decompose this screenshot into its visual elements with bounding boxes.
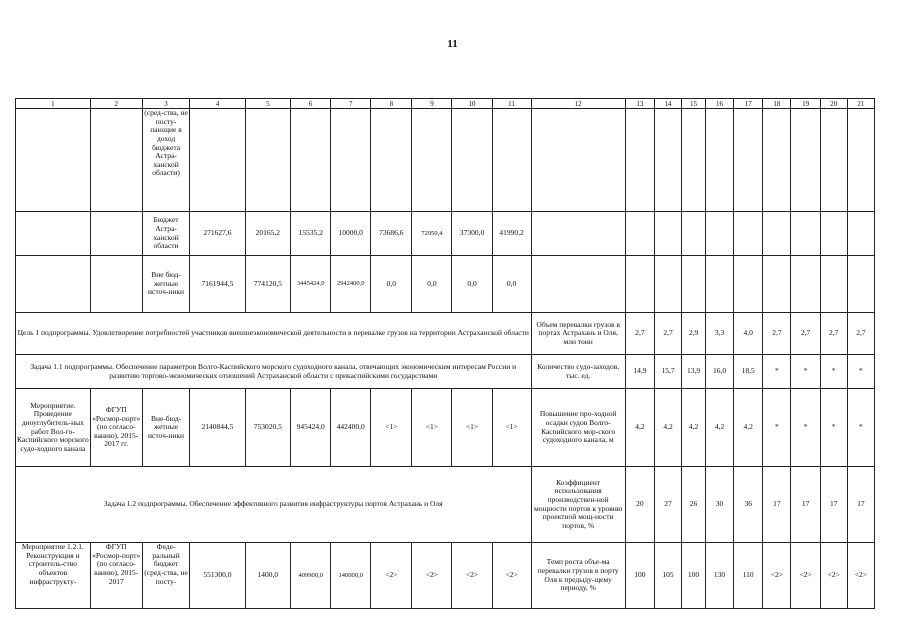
indicator-cell: Повышение про-ходной осадки судов Волго-Каспийского мор-ского судоходного канала, м bbox=[531, 389, 625, 467]
indicator-value: 2,9 bbox=[682, 313, 706, 355]
header-cell: 9 bbox=[412, 99, 452, 109]
indicator-value: 36 bbox=[734, 467, 763, 543]
value-cell: 945424,0 bbox=[291, 389, 331, 467]
value-cell: 2942400,0 bbox=[331, 256, 371, 313]
indicator-value: <2> bbox=[763, 543, 791, 609]
indicator-value: 110 bbox=[734, 543, 763, 609]
header-cell: 3 bbox=[142, 99, 190, 109]
header-cell: 11 bbox=[492, 99, 531, 109]
task-row bbox=[16, 467, 875, 543]
value-cell: 10000,0 bbox=[331, 212, 371, 256]
program-table bbox=[15, 98, 875, 609]
indicator-value: 2,7 bbox=[655, 313, 682, 355]
indicator-value: * bbox=[820, 355, 847, 389]
header-cell: 17 bbox=[734, 99, 763, 109]
header-cell: 20 bbox=[820, 99, 847, 109]
indicator-value: <2> bbox=[847, 543, 874, 609]
indicator-value: 17 bbox=[763, 467, 791, 543]
indicator-value: * bbox=[847, 355, 874, 389]
indicator-value: 13,9 bbox=[682, 355, 706, 389]
funding-source-cell: Феде-ральный бюджет (сред-ства, не посту- bbox=[142, 543, 190, 609]
value-cell: 140000,0 bbox=[331, 543, 371, 609]
value-cell: 41990,2 bbox=[492, 212, 531, 256]
indicator-value: 20 bbox=[625, 467, 654, 543]
indicator-value: 4,2 bbox=[682, 389, 706, 467]
indicator-value: 17 bbox=[820, 467, 847, 543]
measure-executor: ФГУП «Росмор-порт» (по согласо-ванию), 2015-2017 гг. bbox=[90, 389, 142, 467]
value-cell: 7161944,5 bbox=[190, 256, 245, 313]
funding-source-cell: Бюджет Астра-ханской области bbox=[142, 212, 190, 256]
indicator-value: 2,7 bbox=[791, 313, 820, 355]
measure-executor: ФГУП «Росмор-порт» (по согласо-ванию), 2015-2017 bbox=[90, 543, 142, 609]
value-cell: 271627,6 bbox=[190, 212, 245, 256]
indicator-value: 2,7 bbox=[763, 313, 791, 355]
indicator-value: 130 bbox=[705, 543, 733, 609]
page-number: 11 bbox=[447, 38, 458, 50]
value-cell: 753020,5 bbox=[245, 389, 290, 467]
indicator-value: 14,9 bbox=[625, 355, 654, 389]
indicator-value: 100 bbox=[625, 543, 654, 609]
funding-source-cell: (сред-ства, не посту-пающие в доход бюджета Астра-ханской области) bbox=[142, 109, 190, 212]
indicator-value: 100 bbox=[682, 543, 706, 609]
header-cell: 18 bbox=[763, 99, 791, 109]
value-cell: 72950,4 bbox=[412, 212, 452, 256]
indicator-value: * bbox=[763, 355, 791, 389]
indicator-value: 4,2 bbox=[625, 389, 654, 467]
funding-source-cell: Вне бюд-жетные источ-ники bbox=[142, 256, 190, 313]
header-cell: 6 bbox=[291, 99, 331, 109]
table-row bbox=[16, 212, 875, 256]
measure-name: Мероприятие 1.2.1. Реконструкция и строитель-ство объектов инфраструкту- bbox=[16, 543, 91, 609]
indicator-value: 17 bbox=[847, 467, 874, 543]
measure-row bbox=[16, 543, 875, 609]
measure-name: Мероприятие. Проведение дноуглубитель-ных работ Вол-го-Каспийского морского судо-ходного канала bbox=[16, 389, 91, 467]
value-cell: <1> bbox=[371, 389, 412, 467]
indicator-value: * bbox=[791, 389, 820, 467]
indicator-value: 4,2 bbox=[655, 389, 682, 467]
header-cell: 21 bbox=[847, 99, 874, 109]
value-cell: <1> bbox=[492, 389, 531, 467]
measure-row bbox=[16, 389, 875, 467]
value-cell: <1> bbox=[452, 389, 492, 467]
goal-row bbox=[16, 313, 875, 355]
indicator-value: 4,2 bbox=[734, 389, 763, 467]
header-cell: 8 bbox=[371, 99, 412, 109]
indicator-value: * bbox=[763, 389, 791, 467]
value-cell: <1> bbox=[412, 389, 452, 467]
header-cell: 10 bbox=[452, 99, 492, 109]
header-cell: 16 bbox=[705, 99, 733, 109]
table-row bbox=[16, 256, 875, 313]
value-cell: 73686,6 bbox=[371, 212, 412, 256]
indicator-value: 2,7 bbox=[820, 313, 847, 355]
header-cell: 4 bbox=[190, 99, 245, 109]
header-cell: 7 bbox=[331, 99, 371, 109]
indicator-value: 27 bbox=[655, 467, 682, 543]
indicator-cell: Коэффициент использования производствен-ной мощности портов к уровню проектной мощ-ности портов, % bbox=[531, 467, 625, 543]
task-text: Задача 1.1 подпрограммы. Обеспечение параметров Волго-Каспийского морского судоходного канала, отвечающих экономическим интересам России и развитию торгово-экономических отношений Астраханской области с прикаспийскими государствами bbox=[16, 355, 532, 389]
indicator-value: 2,7 bbox=[625, 313, 654, 355]
indicator-value: * bbox=[820, 389, 847, 467]
indicator-value: 4,0 bbox=[734, 313, 763, 355]
table-row bbox=[16, 109, 875, 212]
indicator-value: <2> bbox=[791, 543, 820, 609]
header-cell: 12 bbox=[531, 99, 625, 109]
value-cell: <2> bbox=[371, 543, 412, 609]
header-cell: 13 bbox=[625, 99, 654, 109]
value-cell: 0,0 bbox=[452, 256, 492, 313]
value-cell: 409900,0 bbox=[291, 543, 331, 609]
header-cell: 2 bbox=[90, 99, 142, 109]
indicator-cell: Темп роста объе-ма перевалки грузов в порту Оля к предыду-щему периоду, % bbox=[531, 543, 625, 609]
indicator-cell: Количество судо-заходов, тыс. ед. bbox=[531, 355, 625, 389]
value-cell: <2> bbox=[452, 543, 492, 609]
indicator-value: <2> bbox=[820, 543, 847, 609]
task-row bbox=[16, 355, 875, 389]
value-cell: 15535,2 bbox=[291, 212, 331, 256]
indicator-value: 30 bbox=[705, 467, 733, 543]
indicator-value: 17 bbox=[791, 467, 820, 543]
value-cell: 20165,2 bbox=[245, 212, 290, 256]
indicator-value: * bbox=[847, 389, 874, 467]
indicator-value: 3,3 bbox=[705, 313, 733, 355]
value-cell: <2> bbox=[412, 543, 452, 609]
indicator-value: * bbox=[791, 355, 820, 389]
value-cell: 774120,5 bbox=[245, 256, 290, 313]
funding-source-cell: Вне-бюд-жетные источ-ники bbox=[142, 389, 190, 467]
header-cell: 14 bbox=[655, 99, 682, 109]
header-cell: 1 bbox=[16, 99, 91, 109]
value-cell: 551300,0 bbox=[190, 543, 245, 609]
value-cell: 0,0 bbox=[412, 256, 452, 313]
goal-text: Цель 1 подпрограммы. Удовлетворение потребностей участников внешнеэкономической деятельности в перевалке грузов на территории Астраханской области bbox=[16, 313, 532, 355]
indicator-value: 16,0 bbox=[705, 355, 733, 389]
value-cell: 0,0 bbox=[371, 256, 412, 313]
value-cell: 37300,0 bbox=[452, 212, 492, 256]
header-row bbox=[16, 99, 875, 109]
header-cell: 5 bbox=[245, 99, 290, 109]
value-cell: 0,0 bbox=[492, 256, 531, 313]
value-cell: <2> bbox=[492, 543, 531, 609]
indicator-value: 15,7 bbox=[655, 355, 682, 389]
indicator-value: 105 bbox=[655, 543, 682, 609]
task-text: Задача 1.2 подпрограммы. Обеспечение эффективного развития инфраструктуры портов Астрахань и Оля bbox=[16, 467, 532, 543]
value-cell: 1400,0 bbox=[245, 543, 290, 609]
header-cell: 19 bbox=[791, 99, 820, 109]
indicator-value: 2,7 bbox=[847, 313, 874, 355]
indicator-value: 26 bbox=[682, 467, 706, 543]
value-cell: 3445424,0 bbox=[291, 256, 331, 313]
indicator-cell: Объем перевалки грузов в портах Астрахань и Оля, млн тонн bbox=[531, 313, 625, 355]
value-cell: 2140844,5 bbox=[190, 389, 245, 467]
indicator-value: 18,5 bbox=[734, 355, 763, 389]
indicator-value: 4,2 bbox=[705, 389, 733, 467]
header-cell: 15 bbox=[682, 99, 706, 109]
value-cell: 442400,0 bbox=[331, 389, 371, 467]
